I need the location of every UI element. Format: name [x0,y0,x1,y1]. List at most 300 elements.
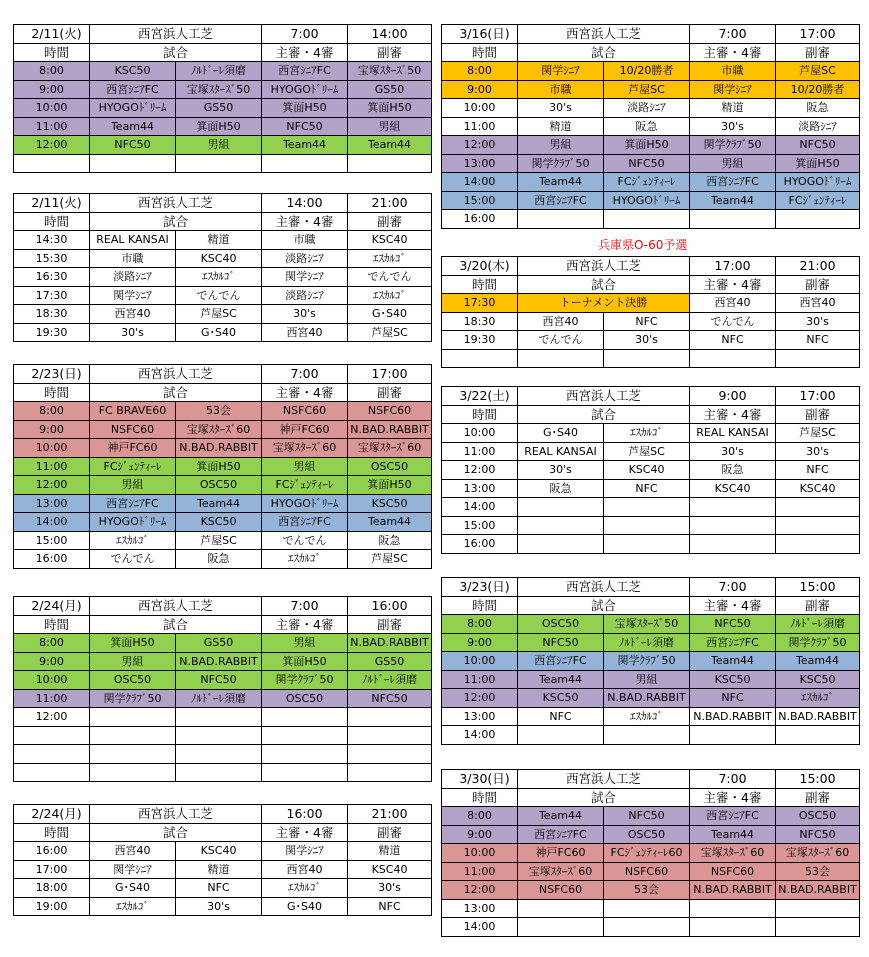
team-cell: 30's [690,117,776,136]
time-cell: 9:00 [442,633,518,652]
team-cell: Team44 [348,513,432,532]
team-cell: FCｼﾞｪﾝﾃｨｰﾚ [776,191,860,210]
team-cell: KSC50 [518,689,604,708]
table-row [14,531,432,550]
column-header: 試合 [90,212,262,231]
team-cell: 30's [776,442,860,461]
team-cell: ﾉﾙﾄﾞｰﾚ須磨 [176,62,262,81]
table-row [14,476,432,495]
team-cell: GS50 [176,634,262,653]
team-cell [604,918,690,937]
table-row [442,99,860,118]
team-cell: 関学ｸﾗﾌﾞ50 [518,154,604,173]
team-cell: HYOGOﾄﾞﾘｰﾑ [90,99,176,118]
table-row [442,349,860,368]
time-cell: 8:00 [14,402,90,421]
team-cell: 30's [518,461,604,480]
team-cell: 芦屋SC [604,80,690,99]
table-row [442,80,860,99]
column-header: 主審・4審 [690,275,776,294]
schedule-table [13,804,432,916]
date-cell: 2/23(日) [14,365,90,384]
table-row [442,62,860,81]
team-cell: ﾉﾙﾄﾞｰﾚ須磨 [604,633,690,652]
team-cell: 30's [690,442,776,461]
time-cell: 8:00 [14,634,90,653]
table-row [14,117,432,136]
team-cell: 精道 [690,99,776,118]
column-header: 主審・4審 [262,212,348,231]
table-row [14,897,432,916]
time-cell: 9:00 [14,80,90,99]
team-cell: NFC50 [262,117,348,136]
team-cell: 精道 [176,860,262,879]
team-cell: ｴｽｶﾙｺﾞ [776,689,860,708]
schedule-table [13,193,432,342]
team-cell [176,726,262,745]
team-cell: 精道 [348,842,432,861]
column-header-row [442,43,860,62]
start-time-cell: 16:00 [262,805,348,824]
start-time-cell: 7:00 [262,597,348,616]
column-header: 副審 [348,383,432,402]
time-cell [442,349,518,368]
team-cell [348,154,432,173]
team-cell: ｴｽｶﾙｺﾞ [262,550,348,569]
column-header-row [14,383,432,402]
team-cell: NFC50 [776,136,860,155]
time-cell: 16:00 [442,210,518,229]
team-cell: 阪急 [776,99,860,118]
team-cell: 30's [262,305,348,324]
team-cell: REAL KANSAI [90,231,176,250]
team-cell: 淡路ｼﾆｱ [604,99,690,118]
team-cell: 芦屋SC [604,442,690,461]
team-cell: 53会 [604,881,690,900]
end-time-cell: 17:00 [776,25,860,44]
team-cell: Team44 [518,173,604,192]
column-header: 主審・4審 [690,43,776,62]
table-row [442,210,860,229]
table-row [14,99,432,118]
venue-cell: 西宮浜人工芝 [518,578,690,597]
column-header: 副審 [348,212,432,231]
table-row [14,136,432,155]
team-cell: 関学ｸﾗﾌﾞ50 [604,652,690,671]
team-cell: 市職 [690,62,776,81]
team-cell: でんでん [90,550,176,569]
team-cell [176,763,262,782]
table-row [14,745,432,764]
time-cell: 16:00 [14,842,90,861]
team-cell: 芦屋SC [776,424,860,443]
table-header-row [14,25,432,44]
team-cell: でんでん [176,286,262,305]
table-header-row [14,597,432,616]
table-row [14,457,432,476]
column-header-row [14,615,432,634]
team-cell: 西宮40 [90,305,176,324]
time-cell: 8:00 [442,615,518,634]
time-cell: 14:00 [442,173,518,192]
time-cell: 16:30 [14,268,90,287]
team-cell [604,516,690,535]
team-cell: 関学ｼﾆｱ [90,860,176,879]
team-cell: GS50 [176,99,262,118]
team-cell: 宝塚ｽﾀｰｽﾞ60 [518,862,604,881]
team-cell: NSFC60 [348,402,432,421]
team-cell: NSFC60 [690,862,776,881]
venue-cell: 西宮浜人工芝 [90,597,262,616]
team-cell: GS50 [348,80,432,99]
time-cell: 12:00 [442,881,518,900]
date-cell: 3/22(土) [442,387,518,406]
time-cell: 11:00 [14,689,90,708]
table-row [14,708,432,727]
time-cell: 9:00 [14,652,90,671]
time-cell: 11:00 [442,117,518,136]
table-header-row [442,257,860,276]
column-header-row [442,596,860,615]
time-cell [14,726,90,745]
time-cell: 12:00 [14,136,90,155]
table-header-row [14,194,432,213]
team-cell: Team44 [348,136,432,155]
start-time-cell: 14:00 [262,194,348,213]
team-cell: 西宮40 [518,312,604,331]
venue-cell: 西宮浜人工芝 [90,194,262,213]
team-cell: OSC50 [776,807,860,826]
table-row [442,615,860,634]
end-time-cell: 14:00 [348,25,432,44]
column-header: 時間 [14,823,90,842]
team-cell: 淡路ｼﾆｱ [776,117,860,136]
time-cell: 14:00 [14,513,90,532]
team-cell: 阪急 [518,479,604,498]
team-cell: 53会 [776,862,860,881]
table-row [442,154,860,173]
table-row [442,173,860,192]
table-row [442,442,860,461]
team-cell: GS50 [348,652,432,671]
column-header: 副審 [776,788,860,807]
start-time-cell: 7:00 [690,770,776,789]
column-header-row [442,788,860,807]
column-header: 主審・4審 [262,43,348,62]
team-cell: ｴｽｶﾙｺﾞ [176,268,262,287]
team-cell: 箕面H50 [776,154,860,173]
team-cell: 西宮40 [262,323,348,342]
table-row [14,879,432,898]
time-cell: 10:00 [14,99,90,118]
team-cell: 神戸FC60 [262,420,348,439]
column-header: 時間 [14,615,90,634]
team-cell: FCｼﾞｪﾝﾃｨｰﾚ [90,457,176,476]
team-cell: 関学ｼﾆｱ [262,268,348,287]
team-cell: 宝塚ｽﾀｰｽﾞ50 [176,80,262,99]
team-cell: N.BAD.RABBIT [348,634,432,653]
team-cell: NFC [690,689,776,708]
column-header-row [442,405,860,424]
team-cell: Team44 [690,191,776,210]
team-cell: トーナメント決勝 [518,294,690,313]
team-cell: NFC [776,331,860,350]
table-header-row [442,578,860,597]
time-cell: 17:30 [442,294,518,313]
time-cell: 10:00 [442,99,518,118]
table-row [14,305,432,324]
column-header: 時間 [442,405,518,424]
team-cell [262,763,348,782]
team-cell: NFC [604,479,690,498]
column-header-row [14,823,432,842]
team-cell: Team44 [262,136,348,155]
time-cell: 13:00 [442,154,518,173]
end-time-cell: 17:00 [776,387,860,406]
table-row [442,633,860,652]
table-row [442,707,860,726]
team-cell: Team44 [90,117,176,136]
team-cell: 男組 [262,634,348,653]
start-time-cell: 7:00 [690,578,776,597]
column-header: 主審・4審 [690,596,776,615]
column-header: 時間 [14,383,90,402]
table-row [14,842,432,861]
team-cell: NFC50 [90,136,176,155]
team-cell: N.BAD.RABBIT [176,439,262,458]
team-cell: KSC40 [348,231,432,250]
team-cell: でんでん [690,312,776,331]
start-time-cell: 17:00 [690,257,776,276]
team-cell [348,763,432,782]
team-cell [690,726,776,745]
column-header: 主審・4審 [262,615,348,634]
team-cell [776,516,860,535]
table-row [14,402,432,421]
table-row [14,860,432,879]
venue-cell: 西宮浜人工芝 [518,770,690,789]
team-cell: NFC50 [176,671,262,690]
column-header: 時間 [14,212,90,231]
time-cell: 13:00 [442,707,518,726]
team-cell: FCｼﾞｪﾝﾃｨｰﾚ [604,173,690,192]
time-cell: 19:00 [14,897,90,916]
time-cell: 13:00 [442,899,518,918]
team-cell: 関学ｸﾗﾌﾞ50 [690,136,776,155]
team-cell [348,745,432,764]
team-cell [518,899,604,918]
team-cell: 宝塚ｽﾀｰｽﾞ60 [262,439,348,458]
team-cell: 西宮ｼﾆｱFC [262,513,348,532]
table-row [442,191,860,210]
team-cell: KSC40 [176,842,262,861]
team-cell: 男組 [90,476,176,495]
team-cell [262,154,348,173]
table-row [14,323,432,342]
team-cell: G･S40 [518,424,604,443]
column-header: 主審・4審 [690,405,776,424]
team-cell: 精道 [176,231,262,250]
column-header: 副審 [776,275,860,294]
team-cell [604,899,690,918]
team-cell: 宝塚ｽﾀｰｽﾞ60 [776,844,860,863]
schedule-table [13,596,432,782]
team-cell: NFC [690,331,776,350]
time-cell: 12:00 [442,461,518,480]
venue-cell: 西宮浜人工芝 [90,25,262,44]
table-row [442,331,860,350]
time-cell: 15:30 [14,249,90,268]
table-row [14,80,432,99]
team-cell [518,535,604,554]
team-cell: N.BAD.RABBIT [776,881,860,900]
time-cell: 11:00 [442,862,518,881]
venue-cell: 西宮浜人工芝 [90,365,262,384]
team-cell [176,745,262,764]
team-cell: ｴｽｶﾙｺﾞ [90,531,176,550]
table-row [14,249,432,268]
team-cell: HYOGOﾄﾞﾘｰﾑ [90,513,176,532]
table-row [14,513,432,532]
time-cell: 8:00 [14,62,90,81]
team-cell [690,918,776,937]
table-row [14,634,432,653]
column-header-row [14,43,432,62]
table-row [14,689,432,708]
team-cell: 芦屋SC [176,531,262,550]
table-row [442,312,860,331]
column-header: 試合 [90,615,262,634]
team-cell: G･S40 [176,323,262,342]
end-time-cell: 17:00 [348,365,432,384]
end-time-cell: 15:00 [776,578,860,597]
time-cell: 11:00 [442,670,518,689]
team-cell [604,535,690,554]
end-time-cell: 21:00 [348,194,432,213]
team-cell: 宝塚ｽﾀｰｽﾞ60 [176,420,262,439]
column-header-row [442,275,860,294]
team-cell: 男組 [348,117,432,136]
team-cell: 関学ｼﾆｱ [690,80,776,99]
team-cell: 阪急 [690,461,776,480]
table-row [442,535,860,554]
team-cell: NSFC60 [518,881,604,900]
team-cell: 淡路ｼﾆｱ [262,286,348,305]
team-cell: 関学ｸﾗﾌﾞ50 [776,633,860,652]
team-cell: N.BAD.RABBIT [690,707,776,726]
team-cell: HYOGOﾄﾞﾘｰﾑ [776,173,860,192]
team-cell: 30's [604,331,690,350]
time-cell: 11:00 [442,442,518,461]
end-time-cell: 16:00 [348,597,432,616]
table-row [442,862,860,881]
team-cell: 30's [518,99,604,118]
table-row [442,652,860,671]
team-cell: 30's [90,323,176,342]
start-time-cell: 7:00 [262,25,348,44]
team-cell: Team44 [518,807,604,826]
table-row [14,726,432,745]
team-cell [90,745,176,764]
team-cell: KSC50 [776,670,860,689]
end-time-cell: 21:00 [348,805,432,824]
time-cell: 12:00 [442,689,518,708]
table-header-row [14,805,432,824]
team-cell [776,535,860,554]
team-cell: 箕面H50 [604,136,690,155]
team-cell: Team44 [690,652,776,671]
column-header-row [14,212,432,231]
team-cell: ｴｽｶﾙｺﾞ [348,249,432,268]
time-cell: 19:30 [442,331,518,350]
column-header: 副審 [348,43,432,62]
team-cell: ﾉﾙﾄﾞｰﾚ須磨 [776,615,860,634]
team-cell: 精道 [518,117,604,136]
team-cell: REAL KANSAI [518,442,604,461]
team-cell: 西宮ｼﾆｱFC [90,80,176,99]
column-header: 主審・4審 [262,383,348,402]
team-cell: NSFC60 [90,420,176,439]
team-cell: OSC50 [90,671,176,690]
team-cell [348,708,432,727]
team-cell: 神戸FC60 [518,844,604,863]
date-cell: 2/11(火) [14,194,90,213]
column-header: 主審・4審 [690,788,776,807]
team-cell: KSC40 [348,860,432,879]
team-cell [90,708,176,727]
team-cell: 芦屋SC [348,323,432,342]
column-header: 時間 [14,43,90,62]
team-cell: NFC50 [348,689,432,708]
team-cell: OSC50 [348,457,432,476]
time-cell: 18:30 [14,305,90,324]
column-header: 時間 [442,788,518,807]
team-cell [690,498,776,517]
team-cell [518,918,604,937]
table-row [442,516,860,535]
table-row [14,420,432,439]
team-cell: 関学ｸﾗﾌﾞ50 [90,689,176,708]
team-cell [690,535,776,554]
team-cell [776,899,860,918]
schedule-table [441,386,860,554]
team-cell [176,154,262,173]
table-header-row [442,25,860,44]
date-cell: 3/23(日) [442,578,518,597]
team-cell: OSC50 [604,825,690,844]
team-cell: 宝塚ｽﾀｰｽﾞ60 [690,844,776,863]
time-cell [14,745,90,764]
team-cell: 西宮40 [262,860,348,879]
team-cell: G･S40 [262,897,348,916]
table-row [442,670,860,689]
time-cell: 12:00 [14,476,90,495]
time-cell: 15:00 [442,516,518,535]
table-row [14,268,432,287]
team-cell: KSC50 [90,62,176,81]
start-time-cell: 7:00 [262,365,348,384]
team-cell: 30's [348,879,432,898]
schedule-table [441,256,860,368]
team-cell [776,349,860,368]
team-cell: 西宮ｼﾆｱFC [90,494,176,513]
team-cell: NFC [518,707,604,726]
column-header: 副審 [348,615,432,634]
team-cell: KSC40 [776,479,860,498]
team-cell: 男組 [176,136,262,155]
team-cell: 関学ｼﾆｱ [90,286,176,305]
team-cell [604,210,690,229]
